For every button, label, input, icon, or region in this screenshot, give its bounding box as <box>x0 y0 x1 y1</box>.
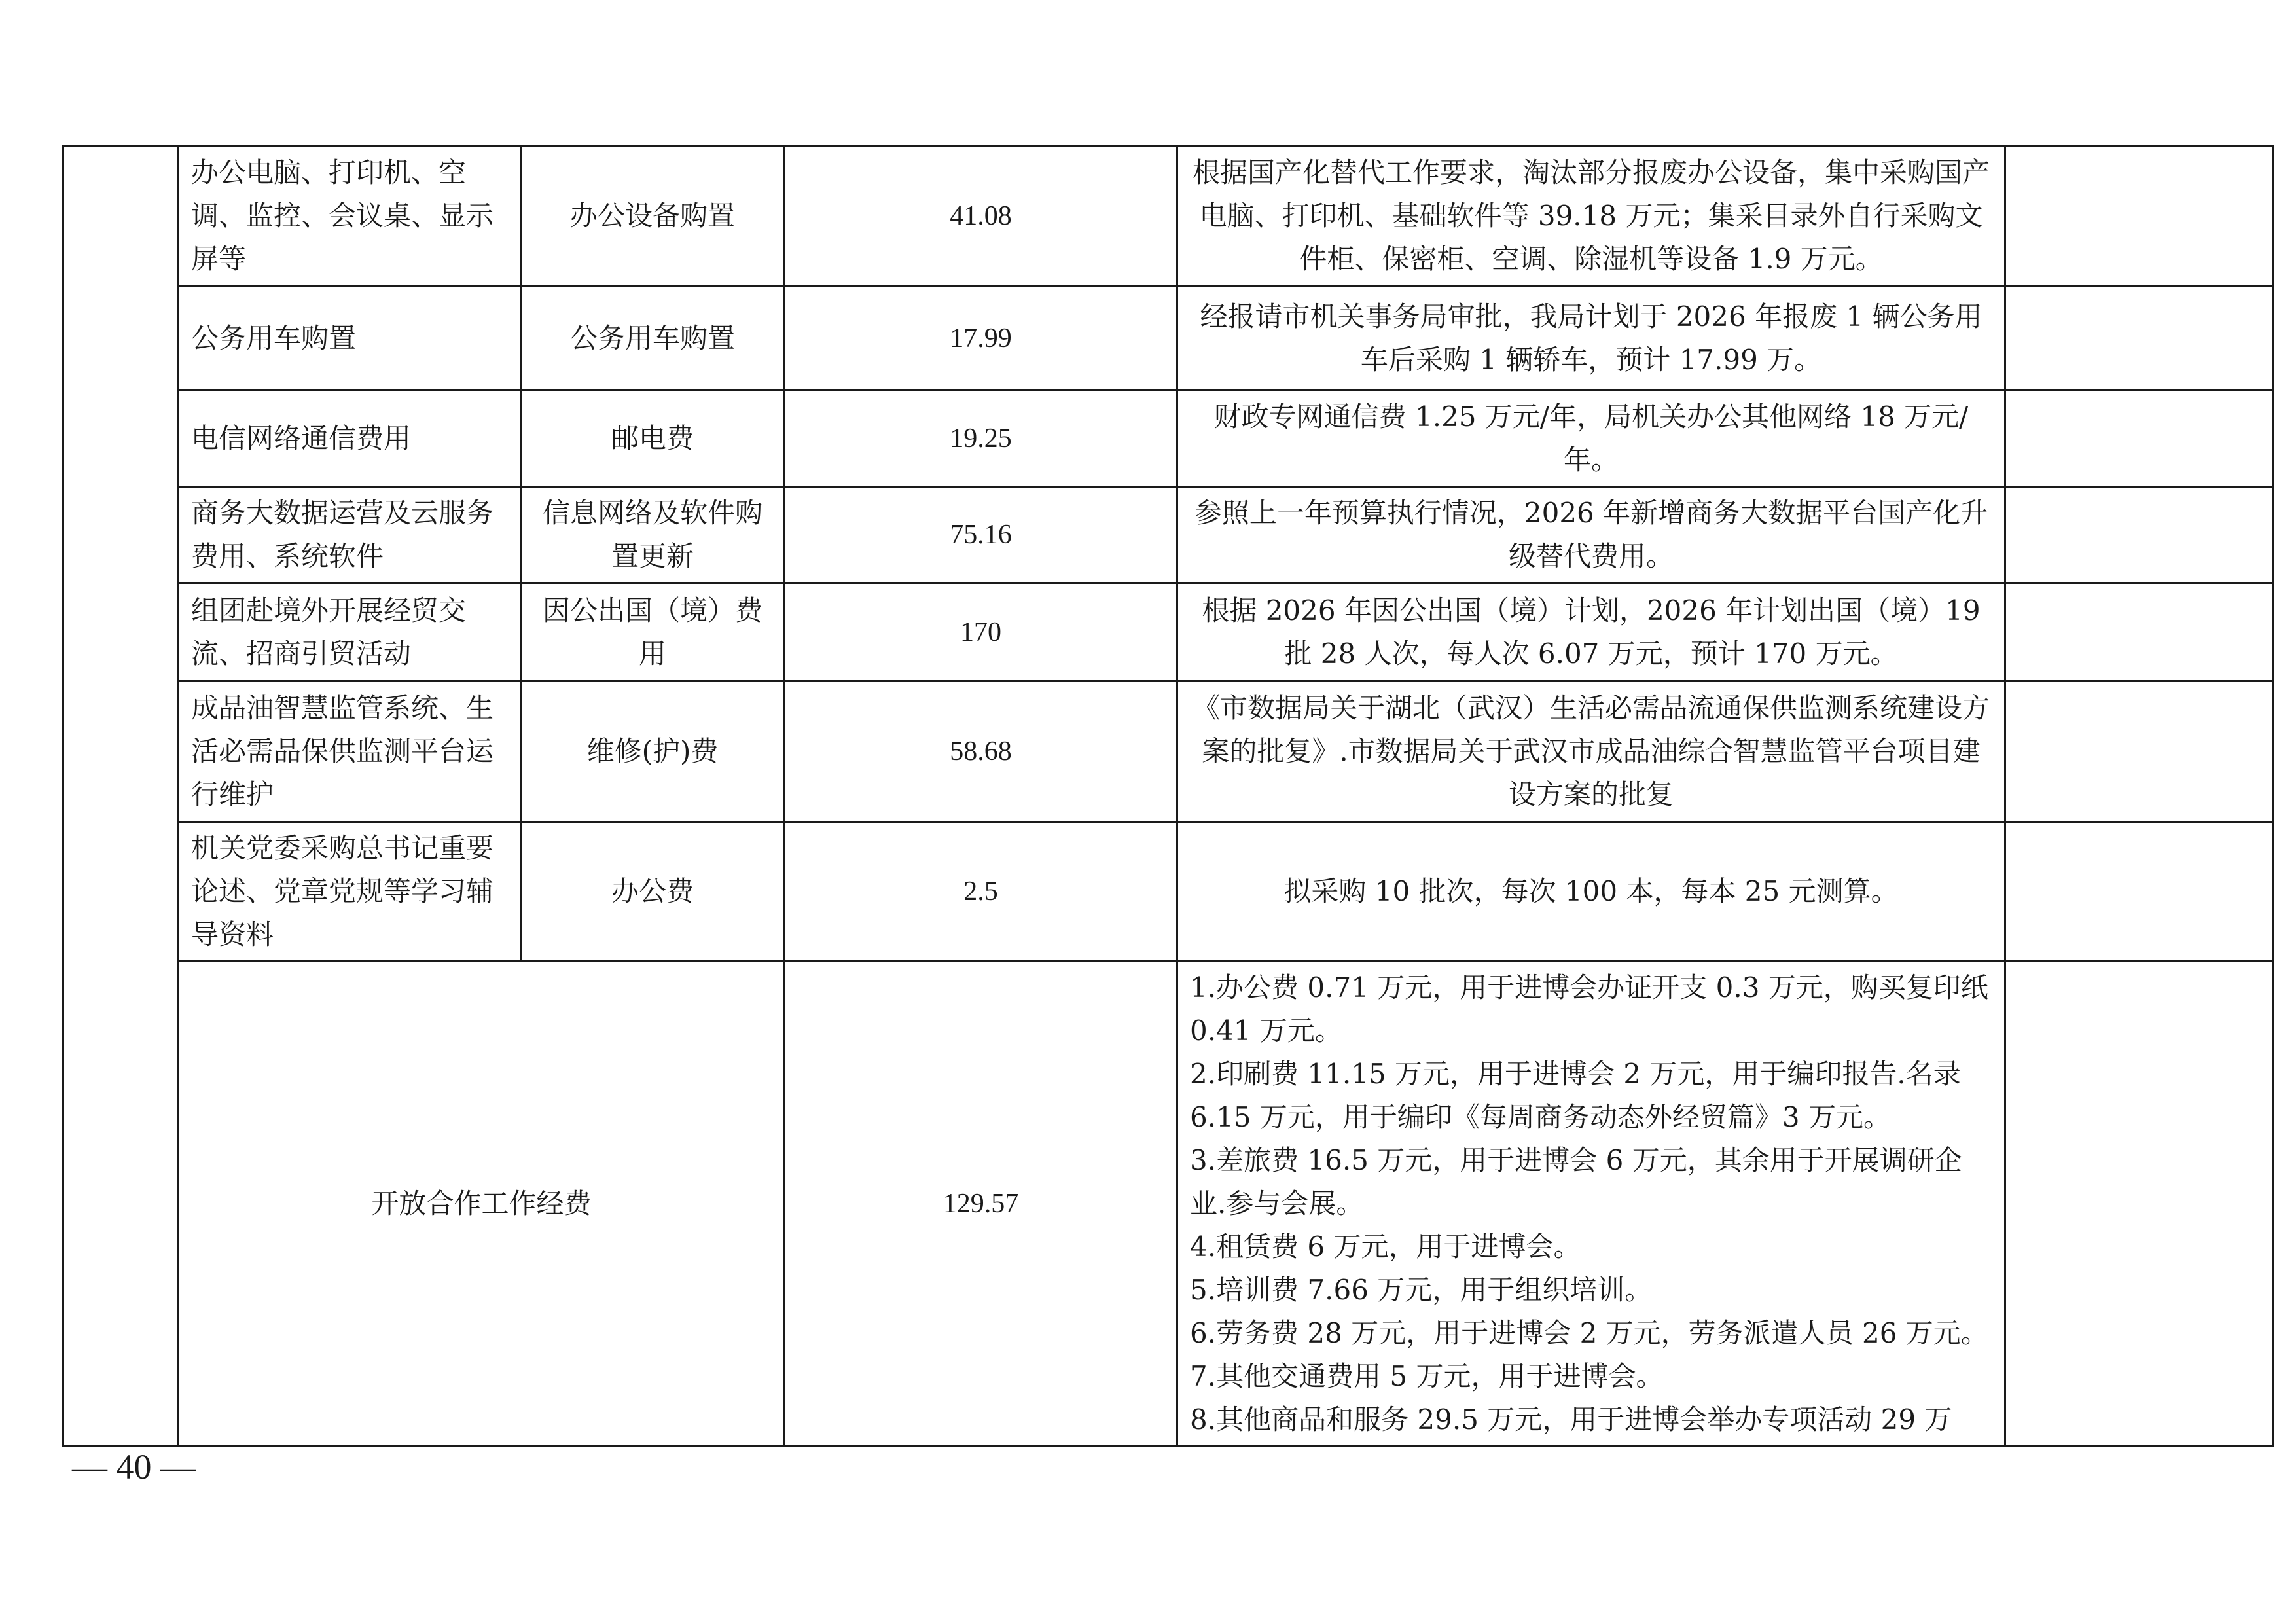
item-cell: 机关党委采购总书记重要论述、党章党规等学习辅导资料 <box>179 822 521 962</box>
basis-cell: 参照上一年预算执行情况，2026 年新增商务大数据平台国产化升级替代费用。 <box>1177 487 2005 583</box>
page-number: — 40 — <box>72 1447 196 1487</box>
remarks-cell <box>2005 147 2274 286</box>
amount-cell: 170 <box>785 583 1177 681</box>
blank-first-col-cell <box>63 147 179 1447</box>
note-line: 4.租赁费 6 万元，用于进博会。 <box>1190 1231 1581 1263</box>
remarks-cell <box>2005 822 2274 962</box>
amount-cell: 19.25 <box>785 391 1177 487</box>
remarks-cell <box>2005 286 2274 391</box>
note-line: 7.其他交通费用 5 万元，用于进博会。 <box>1190 1360 1664 1392</box>
amount-cell: 2.5 <box>785 822 1177 962</box>
basis-cell: 财政专网通信费 1.25 万元/年，局机关办公其他网络 18 万元/年。 <box>1177 391 2005 487</box>
summary-notes <box>1177 962 2005 1447</box>
note-line: 8.其他商品和服务 29.5 万元，用于进博会举办专项活动 29 万 <box>1190 1403 1952 1435</box>
remarks-cell <box>2005 962 2274 1447</box>
basis-cell: 经报请市机关事务局审批，我局计划于 2026 年报废 1 辆公务用车后采购 1 辆轿车，预计 17.99 万。 <box>1177 286 2005 391</box>
amount-cell: 75.16 <box>785 487 1177 583</box>
basis-cell: 《市数据局关于湖北（武汉）生活必需品流通保供监测系统建设方案的批复》.市数据局关于武汉市成品油综合智慧监管平台项目建设方案的批复 <box>1177 681 2005 822</box>
remarks-cell <box>2005 487 2274 583</box>
table-row <box>63 147 2274 286</box>
summary-label: 开放合作工作经费 <box>179 962 785 1447</box>
basis-cell: 根据国产化替代工作要求，淘汰部分报废办公设备，集中采购国产电脑、打印机、基础软件等 39.18 万元；集采目录外自行采购文件柜、保密柜、空调、除湿机等设备 1.9 万元。 <box>1177 147 2005 286</box>
item-cell: 公务用车购置 <box>179 286 521 391</box>
table-row <box>63 681 2274 822</box>
note-line: 2.印刷费 11.15 万元，用于进博会 2 万元，用于编印报告.名录 6.15 万元，用于编印《每周商务动态外经贸篇》3 万元。 <box>1190 1058 1961 1133</box>
item-cell: 组团赴境外开展经贸交流、招商引贸活动 <box>179 583 521 681</box>
note-line: 6.劳务费 28 万元，用于进博会 2 万元，劳务派遣人员 26 万元。 <box>1190 1317 1988 1349</box>
amount-cell: 17.99 <box>785 286 1177 391</box>
summary-amount: 129.57 <box>785 962 1177 1447</box>
summary-row <box>63 962 2274 1447</box>
category-cell: 维修(护)费 <box>521 681 785 822</box>
category-cell: 信息网络及软件购置更新 <box>521 487 785 583</box>
category-cell: 邮电费 <box>521 391 785 487</box>
item-cell: 成品油智慧监管系统、生活必需品保供监测平台运行维护 <box>179 681 521 822</box>
remarks-cell <box>2005 583 2274 681</box>
remarks-cell <box>2005 681 2274 822</box>
item-cell: 电信网络通信费用 <box>179 391 521 487</box>
table-row <box>63 583 2274 681</box>
budget-table <box>62 145 2274 1447</box>
category-cell: 办公设备购置 <box>521 147 785 286</box>
item-cell: 办公电脑、打印机、空调、监控、会议桌、显示屏等 <box>179 147 521 286</box>
amount-cell: 58.68 <box>785 681 1177 822</box>
note-line: 1.办公费 0.71 万元，用于进博会办证开支 0.3 万元，购买复印纸 0.41 万元。 <box>1190 971 1988 1047</box>
amount-cell: 41.08 <box>785 147 1177 286</box>
category-cell: 办公费 <box>521 822 785 962</box>
basis-cell: 根据 2026 年因公出国（境）计划，2026 年计划出国（境）19 批 28 人次，每人次 6.07 万元，预计 170 万元。 <box>1177 583 2005 681</box>
table-row <box>63 391 2274 487</box>
note-line: 5.培训费 7.66 万元，用于组织培训。 <box>1190 1274 1653 1306</box>
table-row <box>63 822 2274 962</box>
basis-cell: 拟采购 10 批次，每次 100 本，每本 25 元测算。 <box>1177 822 2005 962</box>
remarks-cell <box>2005 391 2274 487</box>
category-cell: 因公出国（境）费用 <box>521 583 785 681</box>
item-cell: 商务大数据运营及云服务费用、系统软件 <box>179 487 521 583</box>
note-line: 3.差旅费 16.5 万元，用于进博会 6 万元，其余用于开展调研企业.参与会展。 <box>1190 1144 1962 1219</box>
category-cell: 公务用车购置 <box>521 286 785 391</box>
table-row <box>63 487 2274 583</box>
table-row <box>63 286 2274 391</box>
